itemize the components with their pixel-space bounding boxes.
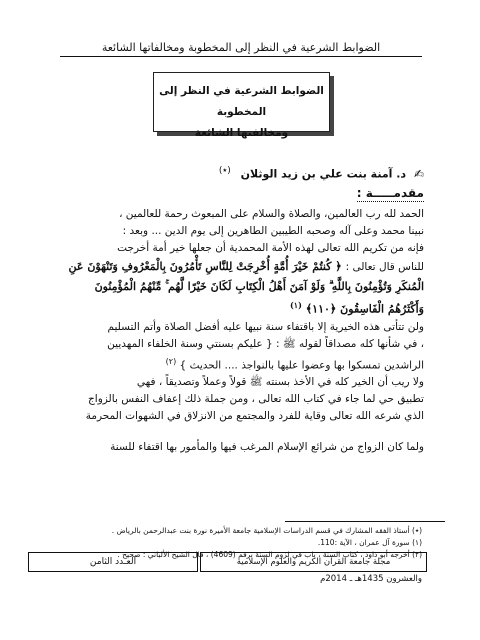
footer-issue-box: العـدد الثامن	[28, 552, 198, 572]
body-line	[38, 353, 424, 375]
author-footnote-marker: (٭)	[218, 166, 231, 176]
footnote-ref-1: (١)	[289, 300, 302, 310]
verse-text-3: وَأَكْثَرُهُمُ الْفَاسِقُونَ ﴿١١٠﴾	[305, 302, 424, 316]
body-line: تطبيق حي لما جاء في كتاب الله تعالى ، ومن جملة ذلك إعفاف النفس بالزواج	[88, 393, 424, 406]
verse-lead: للناس قال تعالى :	[345, 261, 424, 273]
body-line: ولا ريب أن الخير كله في الأخذ بسنته ﷺ قولاً وعملاً وتصديقاً ، فهي	[136, 376, 424, 389]
footnote-1: (١) سورة آل عمران ، الآية :110.	[317, 538, 422, 547]
verse-line-2: الْمُنكَرِ وَتُؤْمِنُونَ بِاللَّهِ ۗ وَلَوْ آمَنَ أَهْلُ الْكِتَابِ لَكَانَ خَيْرًا لَّهُم ۚ مِّنْهُمُ الْمُؤْمِنُونَ	[94, 280, 424, 293]
footnote-2: (٢) أخرجه أبو داود ، كتاب السنة ، باب في لزوم السنة برقم (4609) ، قال الشيخ الألباني : صحيح .	[117, 550, 422, 559]
footnote-ref-2: (٢)	[165, 356, 177, 366]
pen-icon: ✍	[413, 166, 424, 181]
author-name: د. آمنة بنت علي بن زيد الوثلان	[240, 167, 407, 181]
footnote-separator	[285, 521, 445, 522]
footer-date: والعشرون 1435هـ ـ 2014م	[320, 574, 422, 584]
body-text	[38, 206, 424, 456]
intro-heading: مقدمـــــة :	[356, 186, 424, 200]
running-header: الضوابط الشرعية في النظر إلى المخطوبة ومخالفاتها الشائعة	[60, 40, 422, 57]
verse-line-3	[38, 296, 424, 319]
body-line: الذي شرعه الله تعالى وقاية للفرد والمجتمع من الانزلاق في الشهوات المحرمة	[85, 410, 424, 423]
author-line	[40, 162, 424, 180]
title-box	[153, 72, 330, 139]
body-line: ولما كان الزواج من شرائع الإسلام المرغب فيها والمأمور بها اقتفاء للسنة	[110, 441, 424, 454]
verse-text-1: ﴿ كُنتُمْ خَيْرَ أُمَّةٍ أُخْرِجَتْ لِلنَّاسِ تَأْمُرُونَ بِالْمَعْرُوفِ وَتَنْهَوْنَ عَنِ	[68, 260, 342, 273]
footnote-star: (٭) أستاذ الفقه المشارك في قسم الدراسات الإسلامية جامعة الأميرة نورة بنت عبدالرحمن بالرياض .	[111, 526, 422, 535]
body-line: ، في شأنها كله مصداقاً لقوله ﷺ : { عليكم بسنتي وسنة الخلفاء المهديين	[107, 337, 424, 350]
body-line: ولن تتأتى هذه الخيرية إلا باقتفاء سنة نبيها عليه أفضل الصلاة وأتم التسليم	[107, 320, 424, 333]
body-line: فإنه من تكريم الله تعالى لهذه الأمة المحمدية أن جعلها خير أمة أخرجت	[117, 242, 424, 254]
body-line-text: الراشدين تمسكوا بها وعضوا عليها بالنواجذ .... الحديث }	[179, 359, 424, 372]
body-line: نبينا محمد وعلى آله وصحبه الطيبين الطاهرين إلى يوم الدين ... وبعد :	[122, 225, 424, 237]
body-line: الحمد لله رب العالمين، والصلاة والسلام على المبعوث رحمة للعالمين ،	[119, 208, 424, 220]
footer-journal-box: مجلة جامعة القرآن الكريم والعلوم الإسلامية	[200, 552, 427, 572]
verse-line-1	[38, 257, 424, 277]
title-line-2: ومخالفتها الشائعة	[194, 127, 289, 139]
title-line-1: الضوابط الشرعية في النظر إلى المخطوبة	[159, 85, 324, 118]
